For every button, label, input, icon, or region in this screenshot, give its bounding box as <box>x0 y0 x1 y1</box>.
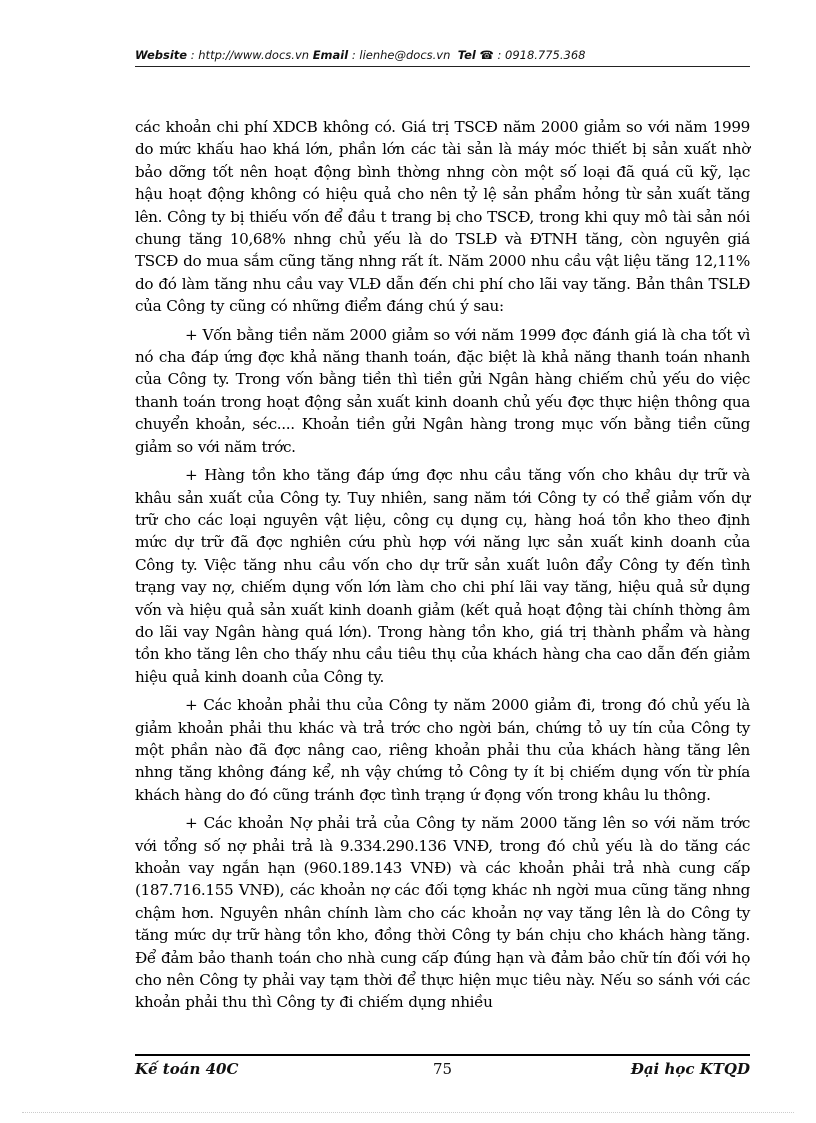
paragraph-3: + Hàng tồn kho tăng đáp ứng đợc nhu cầu tăng vốn cho khâu dự trữ và khâu sản xuất của Công ty. Tuy nhiên, sang năm tới Công ty có thể giảm vốn dự trữ cho các loại nguyên vật liệu, công cụ dụng cụ, hàng hoá tồn kho theo định mức dự trữ đã đợc nghiên cứu phù hợp với năng lực sản xuất kinh doanh của Công ty. Việc tăng nhu cầu vốn cho dự trữ sản xuất luôn đẩy Công ty đến tình trạng vay nợ, chiếm dụng vốn lớn làm cho chi phí lãi vay tăng, hiệu quả sử dụng vốn và hiệu quả sản xuất kinh doanh giảm (kết quả hoạt động tài chính thờng âm do lãi vay Ngân hàng quá lớn). Trong hàng tồn kho, giá trị thành phẩm và hàng tồn kho tăng lên cho thấy nhu cầu tiêu thụ của khách hàng cha cao dẫn đến giảm hiệu quả kinh doanh của Công ty. <box>135 466 750 686</box>
email-address[interactable]: lienhe@docs.vn <box>359 48 451 62</box>
paragraph-1: các khoản chi phí XDCB không có. Giá trị TSCĐ năm 2000 giảm so với năm 1999 do mức khấu hao khá lớn, phần lớn các tài sản là máy móc thiết bị sản xuất nhờ bảo dỡng tốt nên hoạt động bình thờng nhng còn một số loại đã quá cũ kỹ, lạc hậu hoạt động không có hiệu quả cho nên tỷ lệ sản phẩm hỏng từ sản xuất tăng lên. Công ty bị thiếu vốn để đầu t trang bị cho TSCĐ, trong khi quy mô tài sản nói chung tăng 10,68% nhng chủ yếu là do TSLĐ và ĐTNH tăng, còn nguyên giá TSCĐ do mua sắm cũng tăng nhng rất ít. Năm 2000 nhu cầu vật liệu tăng 12,11% do đó làm tăng nhu cầu vay VLĐ dẫn đến chi phí cho lãi vay tăng. Bản thân TSLĐ của Công ty cũng có những điểm đáng chú ý sau: <box>135 118 750 316</box>
page-bottom-border <box>22 1112 794 1113</box>
tel-number: : 0918.775.368 <box>493 48 586 62</box>
page-number: 75 <box>432 1060 453 1078</box>
footer-class-label: Kế toán 40C <box>135 1060 239 1078</box>
phone-icon: ☎ <box>479 48 494 62</box>
header-divider <box>135 66 750 67</box>
email-separator: : <box>348 48 360 62</box>
footer-divider <box>135 1054 750 1056</box>
tel-label: Tel <box>457 48 476 62</box>
website-label: Website <box>135 48 188 62</box>
footer-university-label: Đại học KTQD <box>630 1060 750 1078</box>
paragraph-4: + Các khoản phải thu của Công ty năm 2000 giảm đi, trong đó chủ yếu là giảm khoản phải thu khác và trả trớc cho ngời bán, chứng tỏ uy tín của Công ty một phần nào đã đợc nâng cao, riêng khoản phải thu của khách hàng tăng lên nhng tăng không đáng kể, nh vậy chứng tỏ Công ty ít bị chiếm dụng vốn từ phía khách hàng do đó cũng tránh đợc tình trạng ứ đọng vốn trong khâu lu thông. <box>135 696 750 804</box>
paragraph-5: + Các khoản Nợ phải trả của Công ty năm 2000 tăng lên so với năm trớc với tổng số nợ phải trả là 9.334.290.136 VNĐ, trong đó chủ yếu là do tăng các khoản vay ngắn hạn (960.189.143 VNĐ) và các khoản phải trả nhà cung cấp (187.716.155 VNĐ), các khoản nợ các đối tợng khác nh ngời mua cũng tăng nhng chậm hơn. Nguyên nhân chính làm cho các khoản nợ vay tăng lên là do Công ty tăng mức dự trữ hàng tồn kho, đồng thời Công ty bán chịu cho khách hàng tăng. Để đảm bảo thanh toán cho nhà cung cấp đúng hạn và đảm bảo chữ tín đối với họ cho nên Công ty phải vay tạm thời để thực hiện mục tiêu này. Nếu so sánh với các khoản phải thu thì Công ty đi chiếm dụng nhiều <box>135 814 750 1012</box>
page-footer <box>135 1060 750 1084</box>
website-separator: : <box>187 48 199 62</box>
email-label: Email <box>312 48 349 62</box>
paragraph-2: + Vốn bằng tiền năm 2000 giảm so với năm 1999 đợc đánh giá là cha tốt vì nó cha đáp ứng đợc khả năng thanh toán, đặc biệt là khả năng thanh toán nhanh của Công ty. Trong vốn bằng tiền thì tiền gửi Ngân hàng chiếm chủ yếu do việc thanh toán trong hoạt động sản xuất kinh doanh chủ yếu đợc thực hiện thông qua chuyển khoản, séc.... Khoản tiền gửi Ngân hàng trong mục vốn bằng tiền cũng giảm so với năm trớc. <box>135 325 750 456</box>
website-url[interactable]: http://www.docs.vn <box>198 48 310 62</box>
document-body <box>135 116 750 1020</box>
page-header <box>135 48 750 62</box>
